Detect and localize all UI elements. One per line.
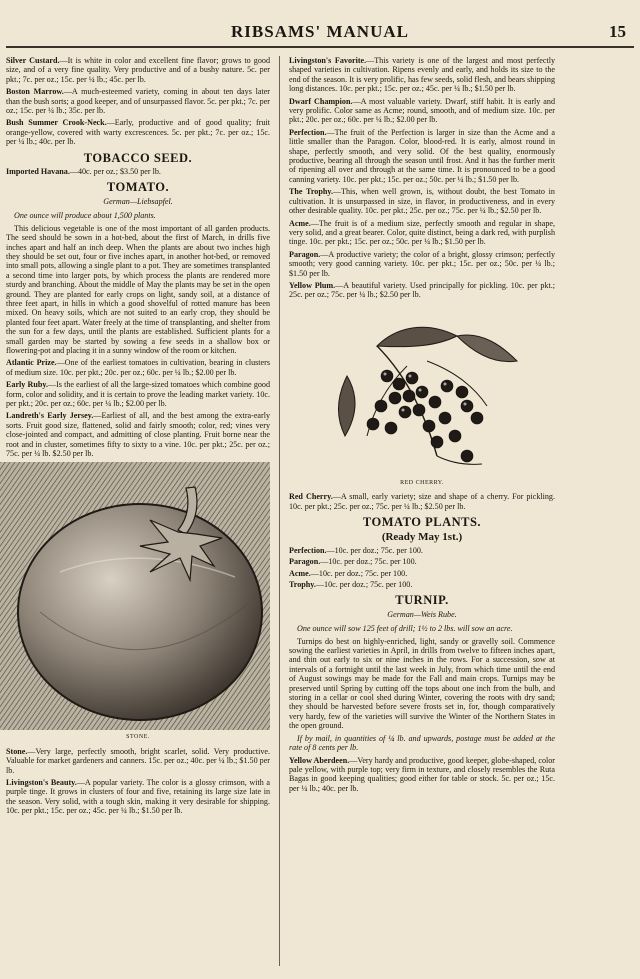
plant-perfection: Perfection.—10c. per doz.; 75c. per 100. [289, 545, 423, 555]
tomato-german-name: German—Liebsapfel. [103, 196, 173, 206]
left-column [6, 56, 270, 819]
entry-stone: Stone.—Very large, perfectly smooth, bright scarlet, solid. Very productive. Valuable for market gardeners and canners. 15c. per oz.; 40c. per ¼ lb.; $1.50 per lb. [6, 746, 270, 775]
tomato-heading: TOMATO. [106, 180, 170, 195]
turnip-heading: TURNIP. [395, 593, 449, 608]
tomato-ounce-note: One ounce will produce about 1,500 plants. [14, 211, 156, 221]
column-divider [279, 56, 280, 966]
entry-imported-havana: Imported Havana.—40c. per oz.; $3.50 per lb. [6, 167, 161, 177]
turnip-german-name: German—Weis Rube. [387, 609, 457, 619]
tomato-intro: This delicious vegetable is one of the most important of all garden products. The seed should be sown in a hot-bed, about the first of March, in drills five inches apart and half an inch deep. When the plants are about two inches high they should be set out, four or five inches apart, in another hot-bed, or removed into small pots, allowing a single plant to a pot. They are sometimes transplanted a second time into larger pots, by which process the plants are rendered more sturdy and branching. About the middle of May the plants may be set in the open ground. They are planted for early crops on light, sandy soil, at a distance of three feet apart, in hills in which a good shovelful of rotted manure has been mixed. On heavy soils, which are not suited to an early crop, they should be planted four feet apart. Water freely at the time of transplanting, and shelter from the sun for a few days, until the plants are established. Sufficient plants for a small garden may be started by sowing a few seeds in a shallow box or flowering-pot and placing it in a sunny window of the room or kitchen. [6, 223, 270, 355]
entry-yellow-plum: Yellow Plum.—A beautiful variety. Used principally for pickling. 10c. per pkt.; 25c. per oz.; 75c. per ¼ lb.; $2.50 per lb. [289, 280, 556, 300]
entry-early-ruby: Early Ruby.—Is the earliest of all the large-sized tomatoes which combine good form, color and solidity, and it is certain to prove the leading market variety. 10c. per pkt.; 20c. per oz.; 60c. per ¼ lb.; $2.00 per lb. [6, 380, 271, 408]
stone-caption: STONE. [126, 734, 150, 741]
stone-tomato-image [0, 462, 270, 730]
red-cherry-engraving [317, 306, 527, 476]
red-cherry-image [317, 306, 527, 476]
entry-early-jersey: Landreth's Early Jersey.—Earliest of all, and the best among the extra-early sorts. Fruit good size, flattened, solid and fairly smooth; color, red; vines very close-jointed and compact, and admitting of close planting. Fruit borne near the root and in cluster, sometimes fifty to sixty to a vine. 10c. per pkt.; 25c. per oz.; 75c. per ¼ lb. $2.50 per lb. [6, 411, 270, 459]
entry-boston-marrow: Boston Marrow.—A much-esteemed variety, coming in about ten days later than the bush sorts; a good keeper, and of unsurpassed flavor. 5c. per pkt.; 7c. per oz.; 15c. per ¼ lb.; 35c. per lb. [6, 87, 271, 116]
tomato-plants-heading: TOMATO PLANTS. [362, 514, 482, 529]
tomato-plants-ready-note: (Ready May 1st.) [381, 531, 463, 544]
entry-dwarf-champion: Dwarf Champion.—A most valuable variety. Dwarf, stiff habit. It is early and very prolific. Color same as Acme; round, smooth, and of medium size. 10c. per pkt.; 20c. per oz.; 60c. per ¼ lb.; $2.00 per lb. [289, 96, 555, 125]
entry-bush-crook-neck: Bush Summer Crook-Neck.—Early, productive and of good quality; fruit orange-yellow, covered with warty excrescences. 5c. per pkt.; 7c. per oz.; 15c. per ¼ lb.; 40c. per lb. [6, 118, 270, 147]
turnip-mail-note: If by mail, in quantities of ¼ lb. and upwards, postage must be added at the rate of 8 cents per lb. [289, 733, 555, 753]
entry-acme: Acme.—The fruit is of a medium size, perfectly smooth and regular in shape, very solid, and a great bearer. Color, quite distinct, being a dark red, with purplish tinge. 10c. per pkt.; 15c. per oz.; 50c. per ¼ lb.; $1.50 per lb. [289, 218, 555, 247]
entry-livingstons-favorite: Livingston's Favorite.—This variety is one of the largest and most perfectly shaped varieties in cultivation. Ripens evenly and early, and holds its size to the end of the season. It is very prolific, has few seeds, solid flesh, and bears shipping long distances. 10c. per pkt.; 15c. per oz.; 45c. per ¼ lb.; $1.50 per lb. [289, 56, 555, 94]
page-header [0, 22, 640, 42]
entry-livingstons-beauty: Livingston's Beauty.—A popular variety. The color is a glossy crimson, with a purple tinge. It grows in clusters of four and five, retaining its large size late in the season. Very solid, with a tough skin, making it very desirable for shipping. 10c. per pkt.; 15c. per oz.; 45c. per ¼ lb.; $1.50 per lb. [6, 778, 270, 816]
stone-tomato-engraving [0, 462, 270, 730]
entry-yellow-aberdeen: Yellow Aberdeen.—Very hardy and productive, good keeper, globe-shaped, color pale yellow, with purple top; very firm in texture, and closely resembles the Ruta Bagas in good keeping qualities; good either for table or stock. 5c. per oz.; 15c. per ¼ lb.; 40c. per lb. [289, 755, 555, 793]
red-cherry-caption: RED CHERRY. [400, 479, 444, 486]
entry-silver-custard: Silver Custard.—It is white in color and excellent fine flavor; grows to good size, and of a very fine quality. Very productive and of a bushy nature. 5c. per pkt.; 7c. per oz.; 15c. per ¼ lb.; 45c. per lb. [6, 56, 270, 84]
entry-perfection: Perfection.—The fruit of the Perfection is larger in size than the Acme and a little smaller than the Paragon. Color, blood-red. It is early, almost round in shape, perfectly smooth, and very solid. Of the best quality, enormously productive, bearing all through the season until frost. And it has the further merit of ripening all over and through at the same time. It is pronounced to be a good canning variety. 10c. per pkt.; 15c. per oz.; 50c. per ¼ lb.; $1.50 per lb. [289, 127, 555, 184]
running-title: RIBSAMS' MANUAL [231, 22, 409, 41]
entry-paragon: Paragon.—A productive variety; the color of a bright, glossy crimson; perfectly smooth; very good canning variety. 10c. per pkt.; 15c. per oz.; 50c. per ¼ lb.; $1.50 per lb. [289, 249, 555, 278]
page-number: 15 [609, 22, 626, 41]
turnip-ounce-note: One ounce will sow 125 feet of drill; 1½ to 2 lbs. will sow an acre. [297, 624, 513, 634]
entry-red-cherry: Red Cherry.—A small, early variety; size and shape of a cherry. For pickling. 10c. per pkt.; 25c. per oz.; 75c. per ¼ lb.; $2.50 per lb. [289, 492, 555, 511]
plant-acme: Acme.—10c. per doz.; 75c. per 100. [289, 568, 408, 578]
entry-atlantic-prize: Atlantic Prize.—One of the earliest tomatoes in cultivation, bearing in clusters of medium size. 10c. per pkt.; 20c. per oz.; 60c. per ¼ lb.; $2.00 per lb. [6, 358, 270, 377]
header-rule [6, 46, 634, 48]
right-column [289, 56, 555, 796]
tomato-plants-list [289, 546, 555, 590]
turnip-intro: Turnips do best on highly-enriched, light, sandy or gravelly soil. Commence sowing the earliest varieties in April, in drills from twelve to fifteen inches apart, and thin out early to six or nine inches in the rows. For a succession, sow at intervals of a fortnight until the last week in July, from which time until the end of August sowings may be made for the Fall and main crops. Turnips may be preserved until Spring by cutting off the tops about one inch from the bulb, and storing in a cellar or cool shed during Winter, covering the roots with dry sand; they should be harvested before severe frosts set in, for, though comparatively very hardy, few of the varieties will survive the Winter of the Northern States in the open ground. [289, 636, 555, 731]
plant-paragon: Paragon.—10c. per doz.; 75c. per 100. [289, 557, 417, 567]
tobacco-heading: TOBACCO SEED. [83, 150, 193, 165]
plant-trophy: Trophy.—10c. per doz.; 75c. per 100. [289, 580, 413, 589]
entry-the-trophy: The Trophy.—This, when well grown, is, without doubt, the best Tomato in cultivation. It is unsurpassed in size, in flavor, in productiveness, and in every other desirable quality. 10c. per pkt.; 25c. per oz.; 75c. per ¼ lb.; $2.50 per lb. [289, 187, 555, 216]
